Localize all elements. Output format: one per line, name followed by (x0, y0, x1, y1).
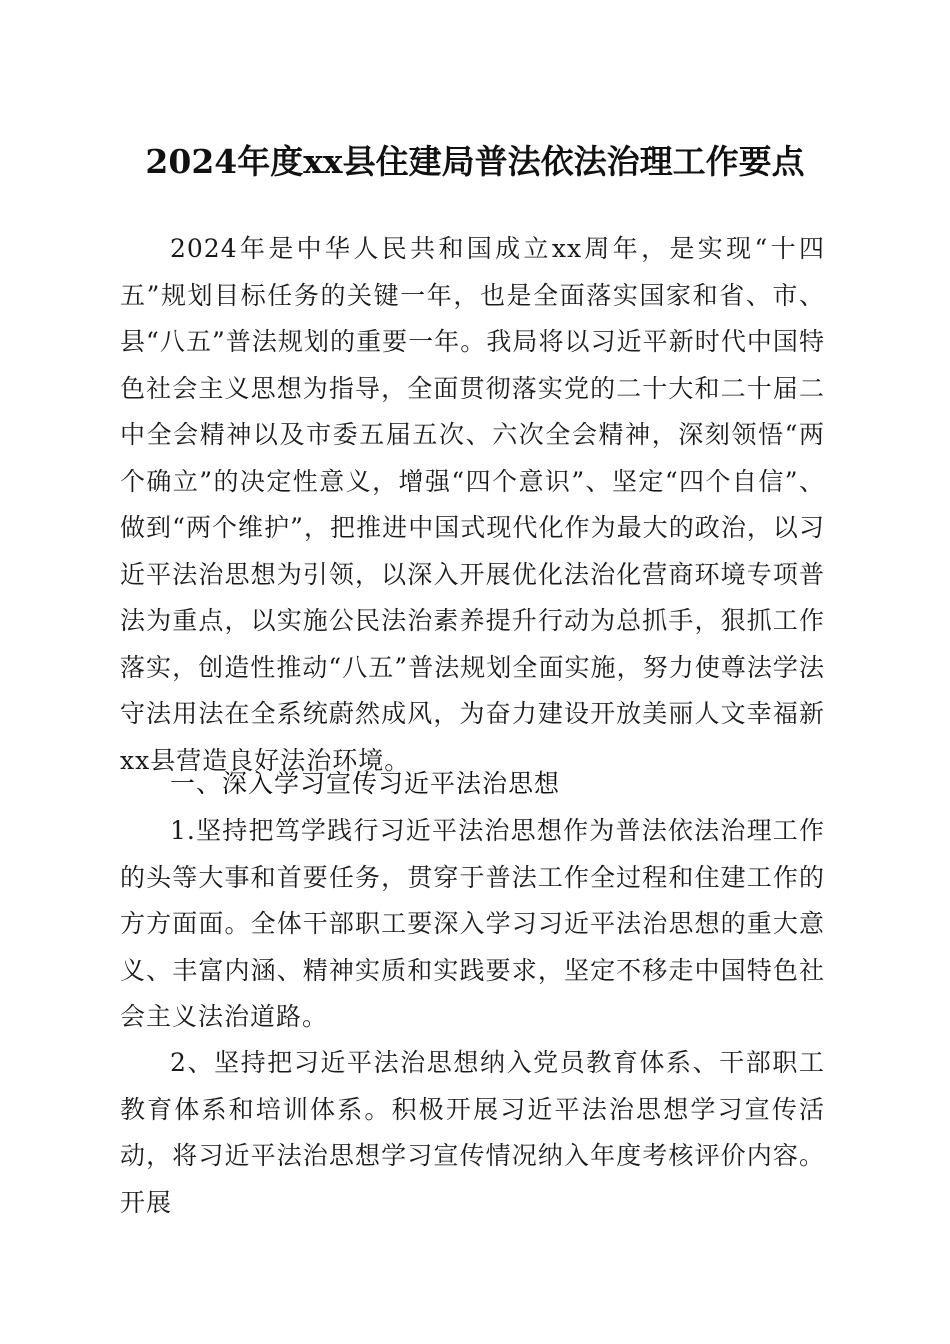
section-heading-1: 一、深入学习宣传习近平法治思想 (170, 769, 561, 798)
document-title: 2024年度xx县住建局普法依法治理工作要点 (145, 142, 805, 181)
item-paragraph-1: 1.坚持把笃学践行习近平法治思想作为普法依法治理工作的头等大事和首要任务，贯穿于普法工作全过程和住建工作的方方面面。全体干部职工要深入学习习近平法治思想的重大意义、丰富内涵、精神实质和实践要求，坚定不移走中国特色社会主义法治道路。 (120, 816, 825, 1031)
item-paragraph-2: 2、坚持把习近平法治思想纳入党员教育体系、干部职工教育体系和培训体系。积极开展习近平法治思想学习宣传活动，将习近平法治思想学习宣传情况纳入年度考核评价内容。开展 (120, 1048, 825, 1217)
intro-paragraph: 2024年是中华人民共和国成立xx周年，是实现“十四五”规划目标任务的关键一年，也是全面落实国家和省、市、县“八五”普法规划的重要一年。我局将以习近平新时代中国特色社会主义思想为指导，全面贯彻落实党的二十大和二十届二中全会精神以及市委五届五次、六次全会精神，深刻领悟“两个确立”的决定性意义，增强“四个意识”、坚定“四个自信”、做到“两个维护”，把推进中国式现代化作为最大的政治，以习近平法治思想为引领，以深入开展优化法治化营商环境专项普法为重点，以实施公民法治素养提升行动为总抓手，狠抓工作落实，创造性推动“八五”普法规划全面实施，努力使尊法学法守法用法在全系统蔚然成风，为奋力建设开放美丽人文幸福新xx县营造良好法治环境。 (120, 234, 825, 775)
